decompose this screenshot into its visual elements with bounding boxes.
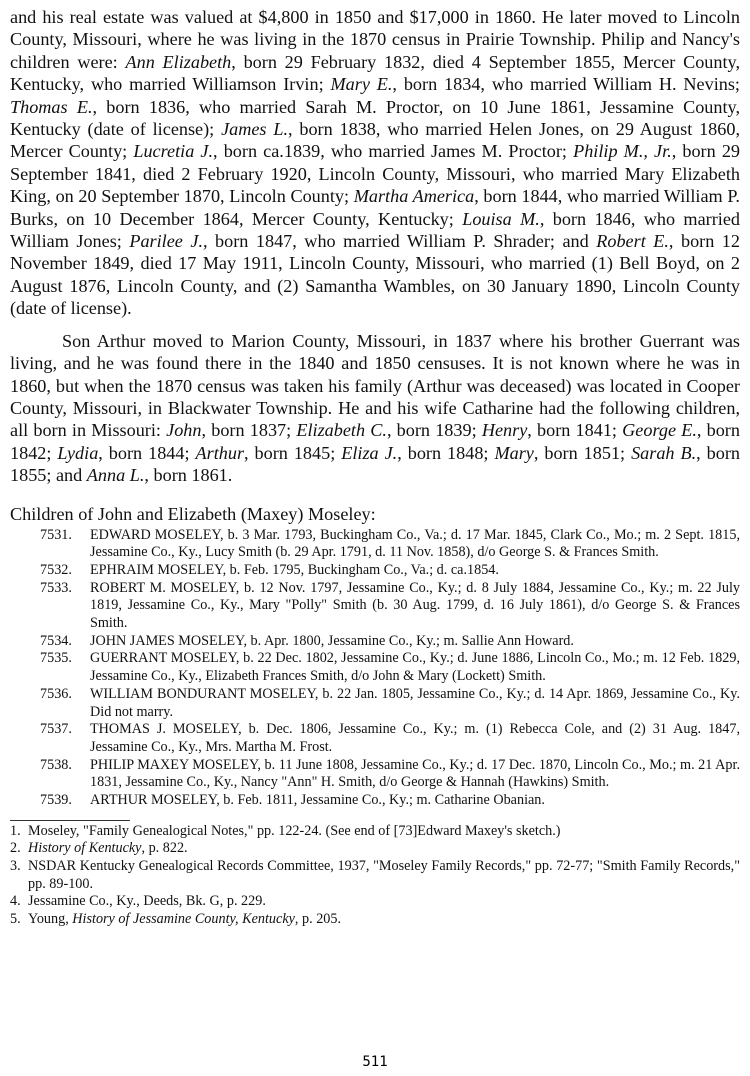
entry-text: PHILIP MAXEY MOSELEY, b. 11 June 1808, Jessamine Co., Ky.; d. 17 Dec. 1870, Lincoln Co., Mo.; m. 21 Apr. 1831, Jessamine Co., Ky., Nancy "Ann" H. Smith, d/o George & Hannah (Hawkins) Smith. [90,756,740,791]
text-run: , born 1834, who married William H. Nevins; [392,74,740,95]
text-run: , born 1848; [397,442,495,463]
entry-number: 7538. [40,756,72,773]
child-entry [40,633,740,651]
text-run: , born 1846, who married William Jones; [10,208,740,252]
entry-text: EPHRAIM MOSELEY, b. Feb. 1795, Buckingham Co., Va.; d. ca.1854. [90,561,499,578]
italic-name: Lucretia J. [133,141,214,162]
text-run: Jessamine Co., Ky., Deeds, Bk. G, p. 229. [28,893,266,910]
footnote-number: 3. [10,857,21,874]
footnote [10,840,740,858]
footnote-number: 1. [10,822,21,839]
italic-name: Eliza J. [341,442,398,463]
text-run: , born 1838, who married Helen Jones, on 29 August 1860, Mercer County; [10,119,741,162]
footnote-number: 5. [10,910,21,927]
italic-name: John [166,420,202,441]
text-run: , born 29 September 1841, died 2 February 1920, Lincoln County, Missouri, who married Mary Elizabeth King, on 20 September 1870, Lincoln County; [10,141,741,207]
italic-name: Mary [494,442,534,463]
footnote [10,823,740,841]
italic-name: Arthur [195,442,245,463]
footnote-text [28,893,740,911]
italic-name: Thomas E. [10,96,93,117]
entry-number: 7536. [40,685,72,702]
text-run: , born 1845; [244,442,342,463]
entry-number: 7535. [40,650,72,667]
entry-text: JOHN JAMES MOSELEY, b. Apr. 1800, Jessamine Co., Ky.; m. Sallie Ann Howard. [90,632,574,649]
child-entry [40,562,740,580]
text-run: , born 1847, who married William P. Shrader; and [203,231,597,252]
text-run: , born 1841; [527,420,623,441]
child-entry [40,527,740,562]
footnotes [10,823,740,929]
text-run: NSDAR Kentucky Genealogical Records Committee, 1937, "Moseley Family Records," pp. 72-77; "Smith Family Records," pp. 89-100. [28,857,740,892]
italic-name: Henry [481,420,528,441]
entry-number: 7532. [40,561,72,578]
text-run: , born 1844; [98,442,196,463]
entry-text: THOMAS J. MOSELEY, b. Dec. 1806, Jessamine Co., Ky.; m. (1) Rebecca Cole, and (2) 31 Aug. 1847, Jessamine Co., Ky., Mrs. Martha M. Frost. [90,721,740,755]
italic-name: Philip M., Jr. [573,141,672,162]
italic-name: James L. [221,119,288,140]
italic-name: Mary E. [330,74,393,95]
text-run: , born 1844, who married William P. Burks, on 10 December 1864, Mercer County, Kentucky; [10,186,740,229]
text-run: Young, [28,910,73,927]
child-entry [40,721,740,756]
italic-name: Ann Elizabeth [125,51,232,72]
children-list [40,527,740,810]
text-run: Son Arthur moved to Marion County, Missouri, in 1837 where his brother Guerrant was living, and he was found there in the 1840 and 1850 censuses. It is not known where he was in 1860, but when the 1870 census was taken his family (Arthur was deceased) was located in Cooper County, Missouri, in Blackwater Township. He and his wife Catharine had the following children, all born in Missouri: [10,330,740,441]
italic-name: Lydia [57,442,99,463]
footnote-text [28,858,740,893]
entry-text: ARTHUR MOSELEY, b. Feb. 1811, Jessamine Co., Ky.; m. Catharine Obanian. [90,792,545,809]
italic-name: Elizabeth C. [296,420,387,441]
text-run: , born 1839; [386,420,482,441]
entry-number: 7539. [40,792,72,809]
footnote-divider [10,820,130,821]
entry-number: 7531. [40,526,72,543]
italic-name: History of Jessamine County, Kentucky [72,910,295,927]
text-run: , born 1842; [10,420,740,463]
footnote [10,893,740,911]
children-heading: Children of John and Elizabeth (Maxey) Moseley: [10,503,376,524]
italic-name: Anna L. [86,465,145,486]
text-run: Moseley, "Family Genealogical Notes," pp. 122-24. (See end of [73]Edward Maxey's sketch.) [28,822,561,839]
italic-name: History of Kentucky [28,840,142,857]
footnote [10,911,740,929]
entry-text: ROBERT M. MOSELEY, b. 12 Nov. 1797, Jessamine Co., Ky.; d. 8 July 1884, Jessamine Co., Ky.; m. 22 July 1819, Jessamine Co., Ky., Mary "Polly" Smith (b. 30 Aug. 1799, d. 16 July 1861), d/o George S. & Frances Smith. [90,579,740,632]
entry-text: GUERRANT MOSELEY, b. 22 Dec. 1802, Jessamine Co., Ky.; d. June 1886, Lincoln Co., Mo.; m. 12 Feb. 1829, Jessamine Co., Ky., Elizabeth Frances Smith, d/o John & Mary (Lockett) Smith. [90,650,740,685]
entry-number: 7534. [40,632,72,649]
entry-text: WILLIAM BONDURANT MOSELEY, b. 22 Jan. 1805, Jessamine Co., Ky.; d. 14 Apr. 1869, Jessamine Co., Ky. Did not marry. [90,685,740,720]
footnote [10,858,740,893]
italic-name: Sarah B. [631,442,697,463]
text-run: , born ca.1839, who married James M. Proctor; [213,141,574,162]
child-entry [40,650,740,685]
text-run: , p. 822. [141,840,188,857]
child-entry [40,792,740,810]
text-run: , p. 205. [294,910,342,927]
text-run: , born 1855; and [10,442,741,486]
footnote-text [28,840,740,858]
text-run: , born 1836, who married Sarah M. Proctor, on 10 June 1861, Jessamine County, Kentucky (date of license); [10,96,740,140]
italic-name: Martha America [353,186,475,207]
text-run: , born 12 November 1849, died 17 May 1911, Lincoln County, Missouri, who married (1) Bell Boyd, on 2 August 1876, Lincoln County, and (2) Samantha Wambles, on 30 January 1890, Lincoln County (date of license). [10,231,740,319]
paragraph-philip-children [10,6,740,320]
paragraph-arthur-children [10,330,740,487]
italic-name: Parilee J. [129,231,203,252]
italic-name: Louisa M. [462,208,540,229]
entry-number: 7537. [40,721,72,738]
child-entry [40,580,740,633]
footnote-number: 2. [10,840,21,857]
child-entry [40,757,740,792]
italic-name: George E. [622,420,697,441]
page-number: 511 [362,1054,388,1070]
entry-number: 7533. [40,579,72,596]
document-page [10,6,740,928]
footnote-text [28,911,740,929]
child-entry [40,686,740,721]
footnote-text [28,823,740,841]
text-run: , born 1837; [201,420,297,441]
italic-name: Robert E. [596,231,669,252]
footnote-number: 4. [10,893,21,910]
text-run: , born 1861. [144,465,233,486]
entry-text: EDWARD MOSELEY, b. 3 Mar. 1793, Buckingham Co., Va.; d. 17 Mar. 1845, Clark Co., Mo.; m. 2 Sept. 1815, Jessamine Co., Ky., Lucy Smith (b. 29 Apr. 1791, d. 11 Nov. 1858), d/o George S. & Frances Smith. [90,526,740,561]
text-run: , born 29 February 1832, died 4 September 1855, Mercer County, Kentucky, who married Williamson Irvin; [10,51,741,95]
text-run: , born 1851; [533,442,632,463]
text-run: and his real estate was valued at $4,800 in 1850 and $17,000 in 1860. He later moved to Lincoln County, Missouri, where he was living in the 1870 census in Prairie Township. Philip and Nancy's children were: [10,7,740,72]
